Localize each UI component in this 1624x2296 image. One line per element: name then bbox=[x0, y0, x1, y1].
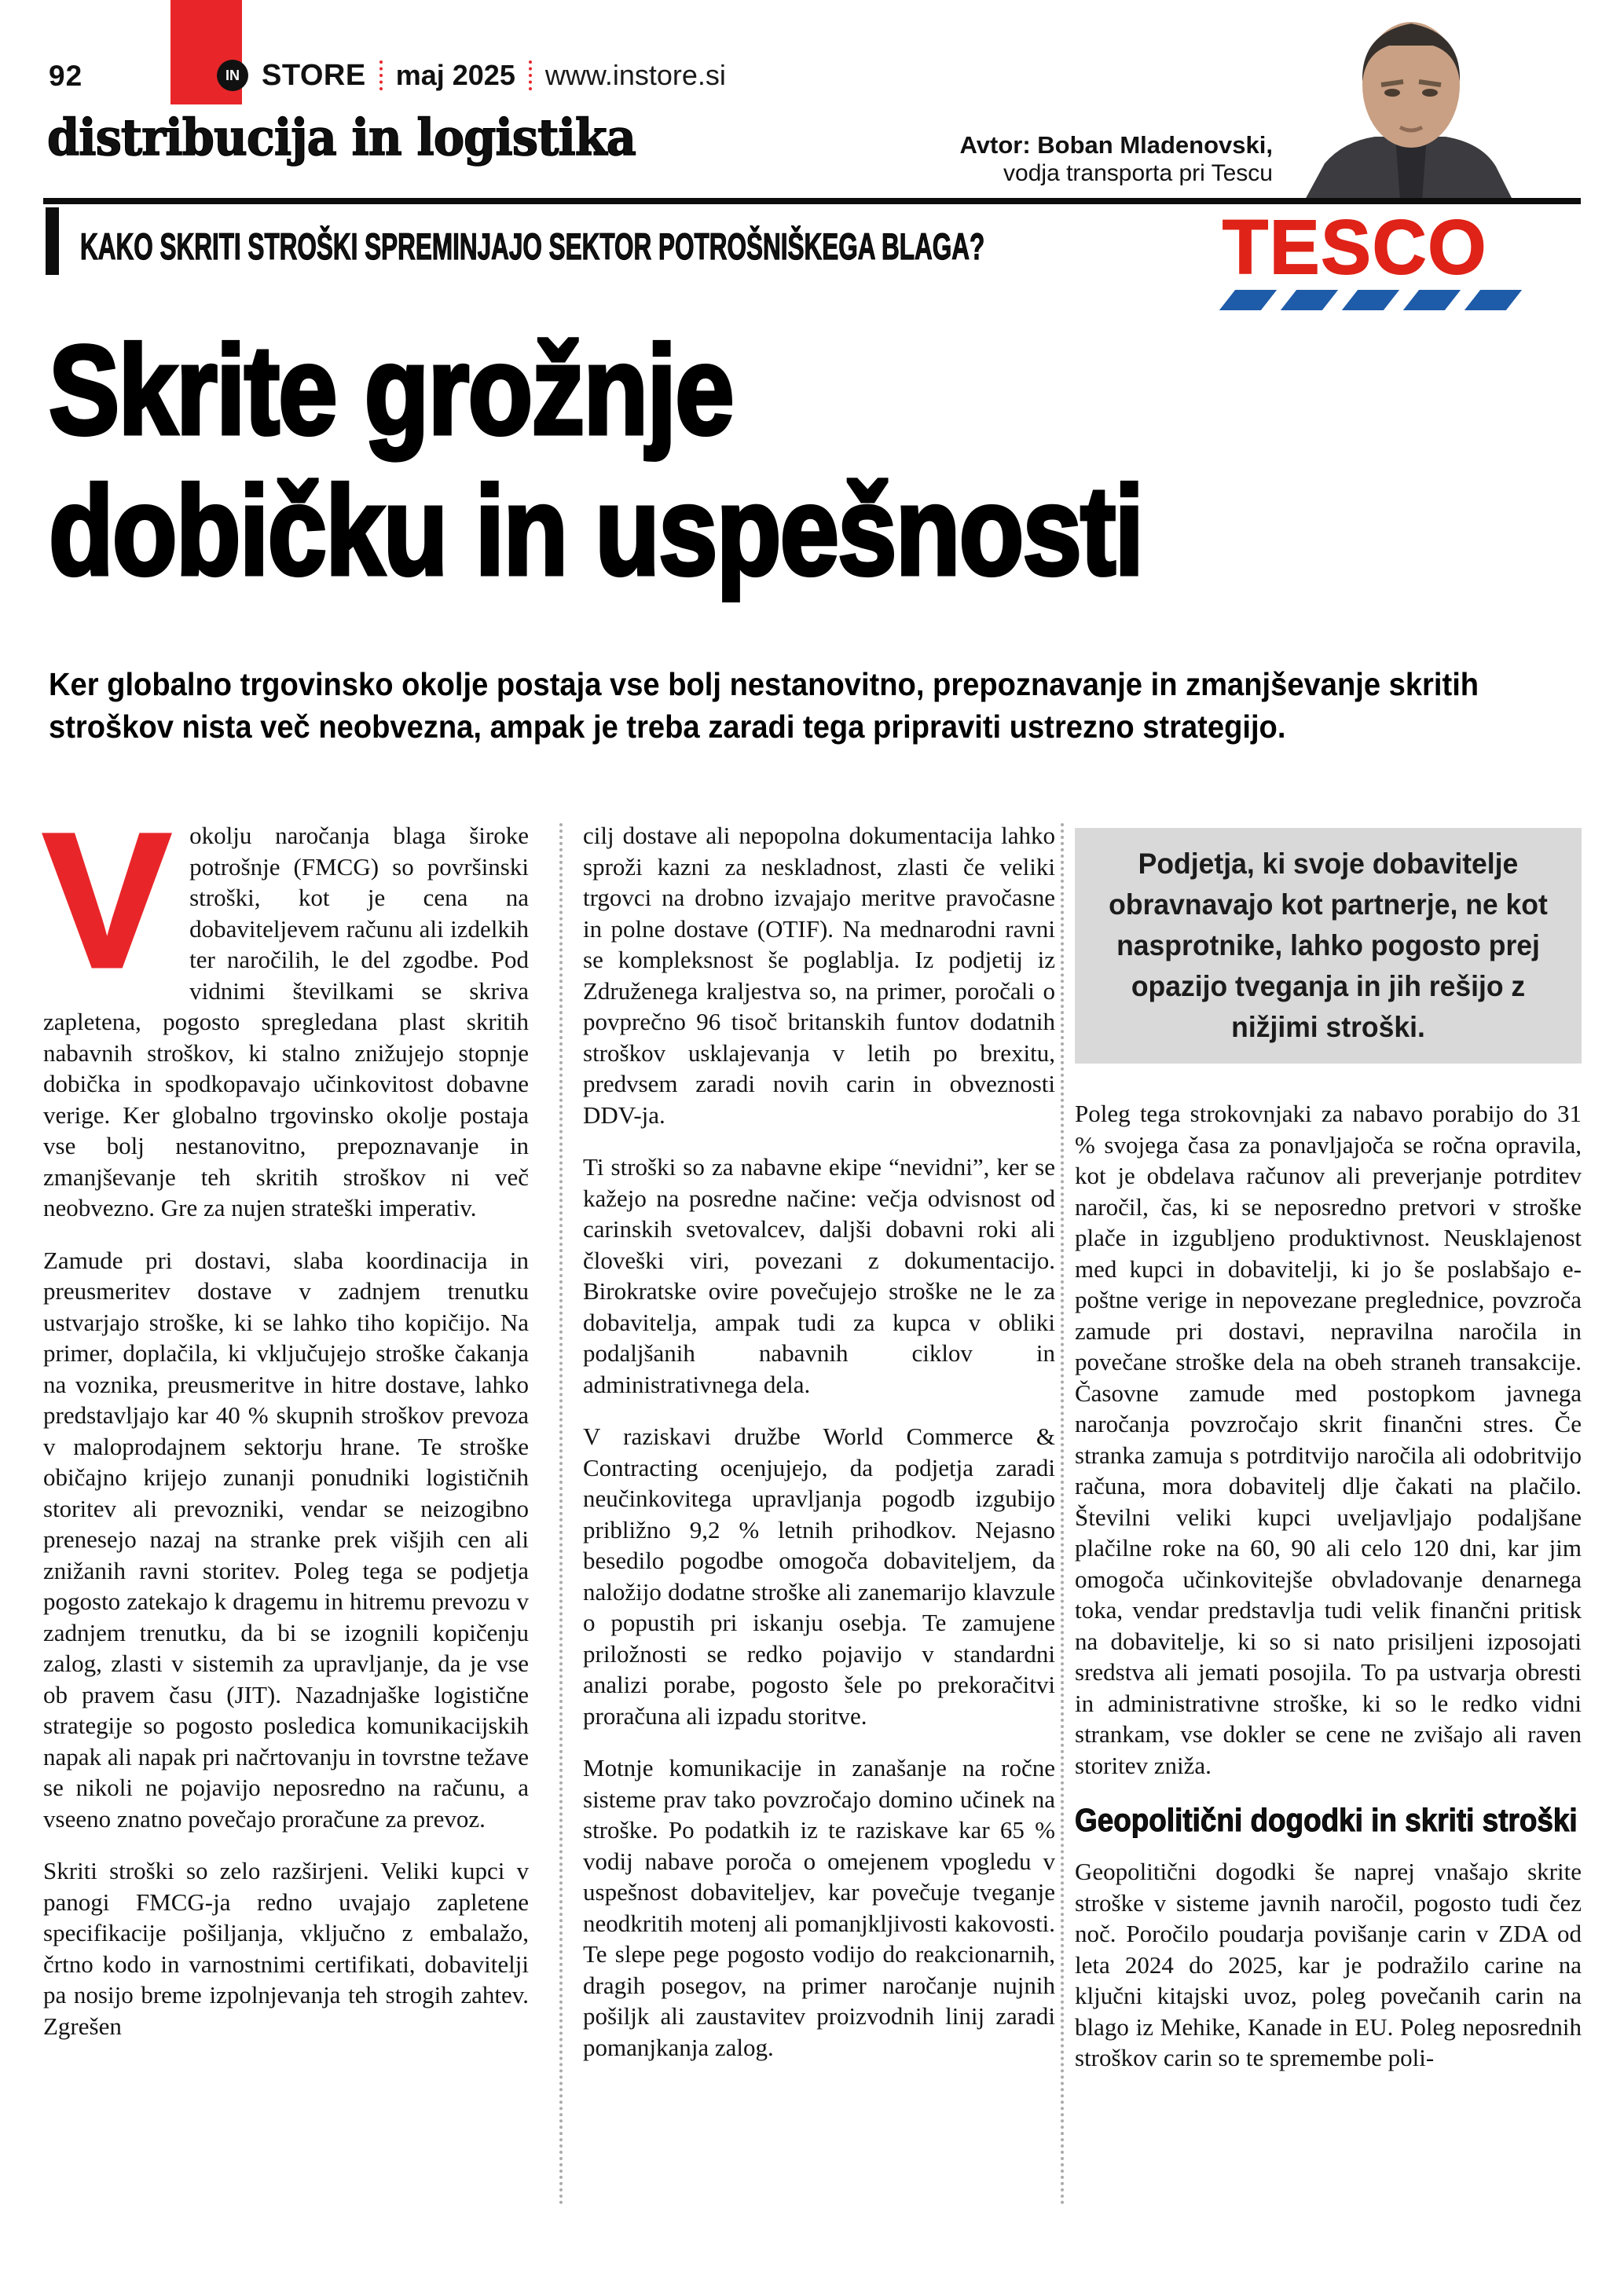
paragraph: Motnje komunikacije in zanašanje na ročne sisteme prav tako povzročajo domino učinek na stroške. Po podatkih iz te raziskave kar 65 % vodij nabave poroča o omejenem vpogledu v uspešnost dobaviteljev, kar povečuje tveganje neodkritih motenj ali pomanjkljivosti kakovosti. Te slepe pege pogosto vodijo do reakcionarnih, dragih posegov, na primer naročanje nujnih pošiljk ali zaustavitev proizvodnih linij zaradi pomanjkanja zalog. bbox=[583, 1754, 1055, 2061]
author-block bbox=[904, 130, 1273, 188]
kicker-bar bbox=[46, 207, 59, 275]
paragraph: Geopolitični dogodki še naprej vnašajo skrite stroške v sisteme javnih naročil, pogosto tudi čez noč. Poročilo poudarja povišanje carin v ZDA od leta 2024 do 2025, kar je podražilo carine na ključni kitajski uvoz, poleg povečanih carin na blago iz Mehike, Kanade in EU. Poleg neposrednih stroškov carin so te spremembe poli- bbox=[1075, 1858, 1582, 2071]
paragraph: cilj dostave ali nepopolna dokumentacija lahko sproži kazni za neskladnost, zlasti če veliki trgovci na drobno izvajajo meritve pravočasne in polne dostave (OTIF). Na mednarodni ravni se kompleksnost še poglablja. Iz podjetij iz Združenega kraljestva so, na primer, poročali o povprečno 96 tisoč britanskih funtov dodatnih stroškov usklajevanja v letih po brexitu, predvsem zaradi novih carin in obveznosti DDV-ja. bbox=[583, 822, 1055, 1129]
header-divider bbox=[43, 198, 1581, 204]
page-number: 92 bbox=[49, 60, 83, 92]
headline-line-2: dobičku in uspešnosti bbox=[49, 460, 1143, 602]
headline-line-1: Skrite grožnje bbox=[49, 320, 733, 461]
tesco-underline-dash bbox=[1403, 290, 1461, 310]
article-headline bbox=[49, 320, 1142, 602]
drop-cap: V bbox=[43, 794, 171, 1007]
tesco-underline-dash bbox=[1281, 290, 1338, 310]
column-separator bbox=[1061, 823, 1064, 2206]
article-lead: Ker globalno trgovinsko okolje postaja vse bolj nestanovitno, prepoznavanje in zmanjševanje skritih stroškov nista več neobvezna, ampak je treba zaradi tega pripraviti ustrezno strategijo. bbox=[49, 666, 1479, 745]
tesco-underline-dash bbox=[1465, 290, 1522, 310]
paragraph: Skriti stroški so zelo razširjeni. Veliki kupci v panogi FMCG-ja redno uvajajo zapletene specifikacije pošiljanja, vključno z embalažo, črtno kodo in varnostnimi certifikati, dobavitelji pa nosijo breme izpolnjevanja teh strogih zahtev. Zgrešen bbox=[43, 1857, 529, 2040]
paragraph: Ti stroški so za nabavne ekipe “nevidni”, ker se kažejo na posredne načine: večja odvisnost od carinskih svetovalcev, daljši dobavni roki ali človeški viri, povezani z dokumentacijo. Birokratske ovire povečujejo stroške ne le za dobavitelja, ampak tudi za kupca v obliki podaljšanih nabavnih ciklov in administrativnega dela. bbox=[583, 1153, 1055, 1398]
paragraph bbox=[43, 794, 529, 1224]
instore-logo-icon: IN bbox=[217, 60, 248, 91]
masthead-separator bbox=[379, 60, 383, 90]
body-column-3 bbox=[1075, 820, 1582, 2095]
author-role: vodja transporta pri Tescu bbox=[1003, 160, 1273, 187]
tesco-underline-dash bbox=[1342, 290, 1399, 310]
tesco-logo-text: TESCO bbox=[1223, 204, 1488, 290]
section-title: distribucija in logistika bbox=[47, 108, 636, 167]
subheading: Geopolitični dogodki in skriti stroški bbox=[1075, 1802, 1578, 1838]
author-photo bbox=[1289, 9, 1534, 201]
paragraph: V raziskavi družbe World Commerce & Contracting ocenjujejo, da podjetja zaradi neučinkovitega upravljanja pogodb izgubijo približno 9,2 % letnih prihodkov. Nejasno besedilo pogodbe omogoča dobaviteljem, da naložijo dodatne stroške ali zanemarijo klavzule o popustih pri iskanju osebja. Te zamujene priložnosti se redko pojavijo v standardni analizi porabe, pogosto šele po prekoračitvi proračuna ali izpadu storitve. bbox=[583, 1423, 1055, 1730]
masthead-store-label: STORE bbox=[262, 58, 366, 92]
pull-quote-text: Podjetja, ki svoje dobavitelje obravnavajo kot partnerje, ne kot nasprotnike, lahko pogosto prej opazijo tveganja in jih rešijo z nižjimi stroški. bbox=[1109, 848, 1548, 1043]
paragraph: Poleg tega strokovnjaki za nabavo porabijo do 31 % svojega časa za ponavljajoča se ročna opravila, kot je obdelava računov ali preverjanje potrditev naročil, čas, ki se neposredno pretvori v stroške plače in izgubljeno produktivnost. Neusklajenost med kupci in dobavitelji, ki jo še poslabšajo e-poštne verige in nepovezane preglednice, povzroča zamude pri dostavi, nepravilna naročila in povečane stroške dela na obeh straneh transakcije. Časovne zamude med postopkom javnega naročanja povzročajo skrit finančni stres. Če stranka zamuja s potrditvijo naročila ali odobritvijo računa, mora dobavitelj dlje čakati na plačilo. Številni veliki kupci uveljavljajo podaljšane plačilne roke na 60, 90 ali celo 120 dni, kar jim omogoča učinkovitejše obvladovanje denarnega toka, vendar predstavlja tudi velik finančni pritisk na dobavitelje, ki so si nato prisiljeni izposojati sredstva ali jemati posojila. To pa ustvarja obresti in administrativne stroške, ki so le redko vidni strankam, vse dokler se cene ne zvišajo ali raven storitev zniža. bbox=[1075, 1100, 1582, 1779]
masthead bbox=[217, 58, 726, 93]
paragraph-text: okolju naročanja blaga široke potrošnje (FMCG) so površinski stroški, kot je cena na dobaviteljevem računu ali izdelkih ter naročilih, le del zgodbe. Pod vidnimi številkami se skriva zapletena, pogosto spregledana plast skritih nabavnih stroškov, ki stalno znižujejo stopnje dobička in spodkopavajo učinkovitost dobavne verige. Ker globalno trgovinsko okolje postaja vse bolj nestanovitno, prepoznavanje in zmanjševanje teh skritih stroškov ni več neobvezno. Gre za nujen strateški imperativ. bbox=[43, 822, 529, 1221]
tesco-logo bbox=[1223, 204, 1560, 310]
column-separator bbox=[559, 823, 563, 2206]
body-column-1 bbox=[43, 794, 529, 2063]
masthead-separator bbox=[529, 60, 532, 90]
author-name: Avtor: Boban Mladenovski, bbox=[959, 131, 1273, 159]
masthead-website: www.instore.si bbox=[544, 59, 726, 91]
tesco-underline bbox=[1223, 290, 1560, 310]
tesco-underline-dash bbox=[1219, 290, 1277, 310]
pull-quote-box bbox=[1075, 828, 1582, 1064]
masthead-issue: maj 2025 bbox=[395, 59, 515, 91]
article-kicker: KAKO SKRITI STROŠKI SPREMINJAJO SEKTOR POTROŠNIŠKEGA BLAGA? bbox=[80, 225, 985, 267]
body-column-2 bbox=[583, 820, 1055, 2084]
paragraph: Zamude pri dostavi, slaba koordinacija in preusmeritev dostave v zadnjem trenutku ustvarjajo stroške, ki se lahko tiho kopičijo. Na primer, doplačila, ki vključujejo stroške čakanja na voznika, preusmeritve in hitre dostave, lahko predstavljajo kar 40 % skupnih stroškov prevoza v maloprodajnem sektorju hrane. Te stroške običajno krijejo zunanji ponudniki logističnih storitev ali prevozniki, vendar se neizogibno prenesejo nazaj na stranke prek višjih cen ali znižanih ravni storitev. Poleg tega se podjetja pogosto zatekajo k dragemu in hitremu prevozu v zadnjem trenutku, da bi se izognili kopičenju zalog, zlasti v sistemih za upravljanje, da je vse ob pravem času (JIT). Nazadnjaške logistične strategije so pogosto posledica komunikacijskih napak ali napak pri načrtovanju in tovrstne težave se nikoli ne pojavijo neposredno na računu, a vseeno znatno povečajo proračune za prevoz. bbox=[43, 1246, 529, 1833]
